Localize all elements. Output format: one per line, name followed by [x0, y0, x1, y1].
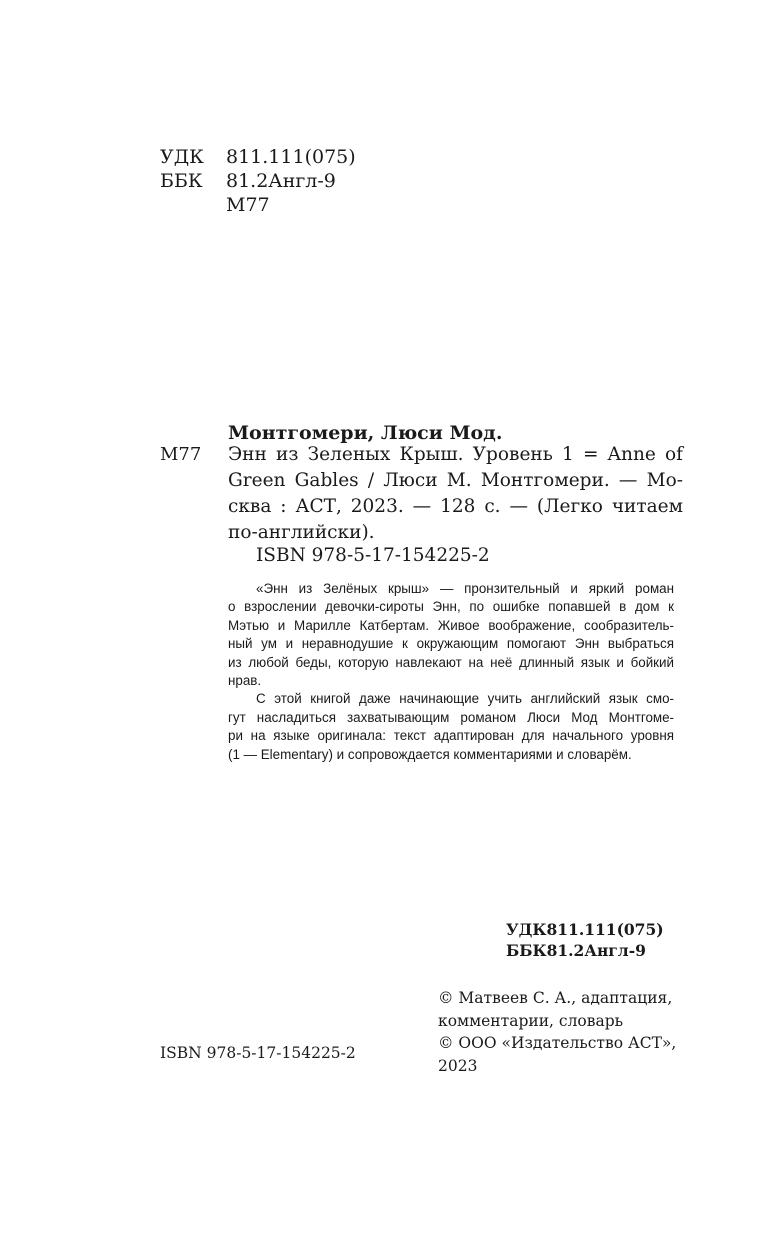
entry-line: сква : АСТ, 2023. — 128 с. — (Легко читаем [228, 496, 683, 517]
udk-value: 811.111(075) [226, 146, 356, 168]
entry-line: Энн из Зеленых Крыш. Уровень 1 = Anne of [228, 444, 683, 465]
bbk-value: 81.2Англ-9 [226, 170, 336, 192]
copyright-line: комментарии, словарь [438, 1011, 624, 1030]
entry-isbn: ISBN 978-5-17-154225-2 [256, 545, 490, 566]
annotation-paragraph [228, 690, 674, 764]
annotation-line: ри на языке оригинала: текст адаптирован для начального уровня [228, 728, 674, 744]
annotation-line: гут насладиться захватывающим романом Люси Мод Монтгоме- [228, 709, 674, 725]
bottom-bbk: ББК81.2Англ-9 [506, 941, 646, 960]
udk-label: УДК [160, 146, 204, 168]
entry-author: Монтгомери, Люси Мод. [228, 422, 503, 444]
bbk-line [160, 170, 336, 193]
author-mark-line [160, 194, 270, 217]
annotation-line: о взрослении девочки-сироты Энн, по ошибке попавшей в дом к [228, 599, 674, 615]
annotation [228, 580, 674, 764]
annotation-line: Мэтью и Марилле Катбертам. Живое воображение, сообразитель- [228, 617, 674, 633]
entry-line: Green Gables / Люси М. Монтгомери. — Мо- [228, 470, 683, 491]
entry-side-mark: М77 [160, 444, 202, 465]
copyright-line: © ООО «Издательство АСТ», [438, 1034, 677, 1053]
udk-line [160, 146, 356, 169]
bottom-udk: УДК811.111(075) [506, 920, 664, 939]
annotation-line: нрав. [228, 673, 262, 689]
annotation-line: (1 — Elementary) и сопровождается комментариями и словарём. [228, 746, 632, 762]
annotation-line: ный ум и неравнодушие к окружающим помогают Энн выбраться [228, 636, 674, 652]
copyright-block [438, 987, 676, 1077]
bbk-label: ББК [160, 170, 203, 192]
annotation-line: из любой беды, которую навлекают на неё длинный язык и бойкий [228, 654, 674, 670]
annotation-line: С этой книгой даже начинающие учить английский язык смо- [256, 691, 674, 707]
isbn-bottom: ISBN 978-5-17-154225-2 [160, 1044, 356, 1062]
annotation-line: «Энн из Зелёных крыш» — пронзительный и яркий роман [256, 581, 674, 596]
copyright-line: © Матвеев С. А., адаптация, [438, 989, 673, 1007]
entry-line: по-английски). [228, 522, 375, 543]
entry-description [228, 442, 683, 546]
author-mark: М77 [226, 194, 270, 216]
copyright-line: 2023 [438, 1056, 478, 1075]
annotation-paragraph [228, 580, 674, 690]
